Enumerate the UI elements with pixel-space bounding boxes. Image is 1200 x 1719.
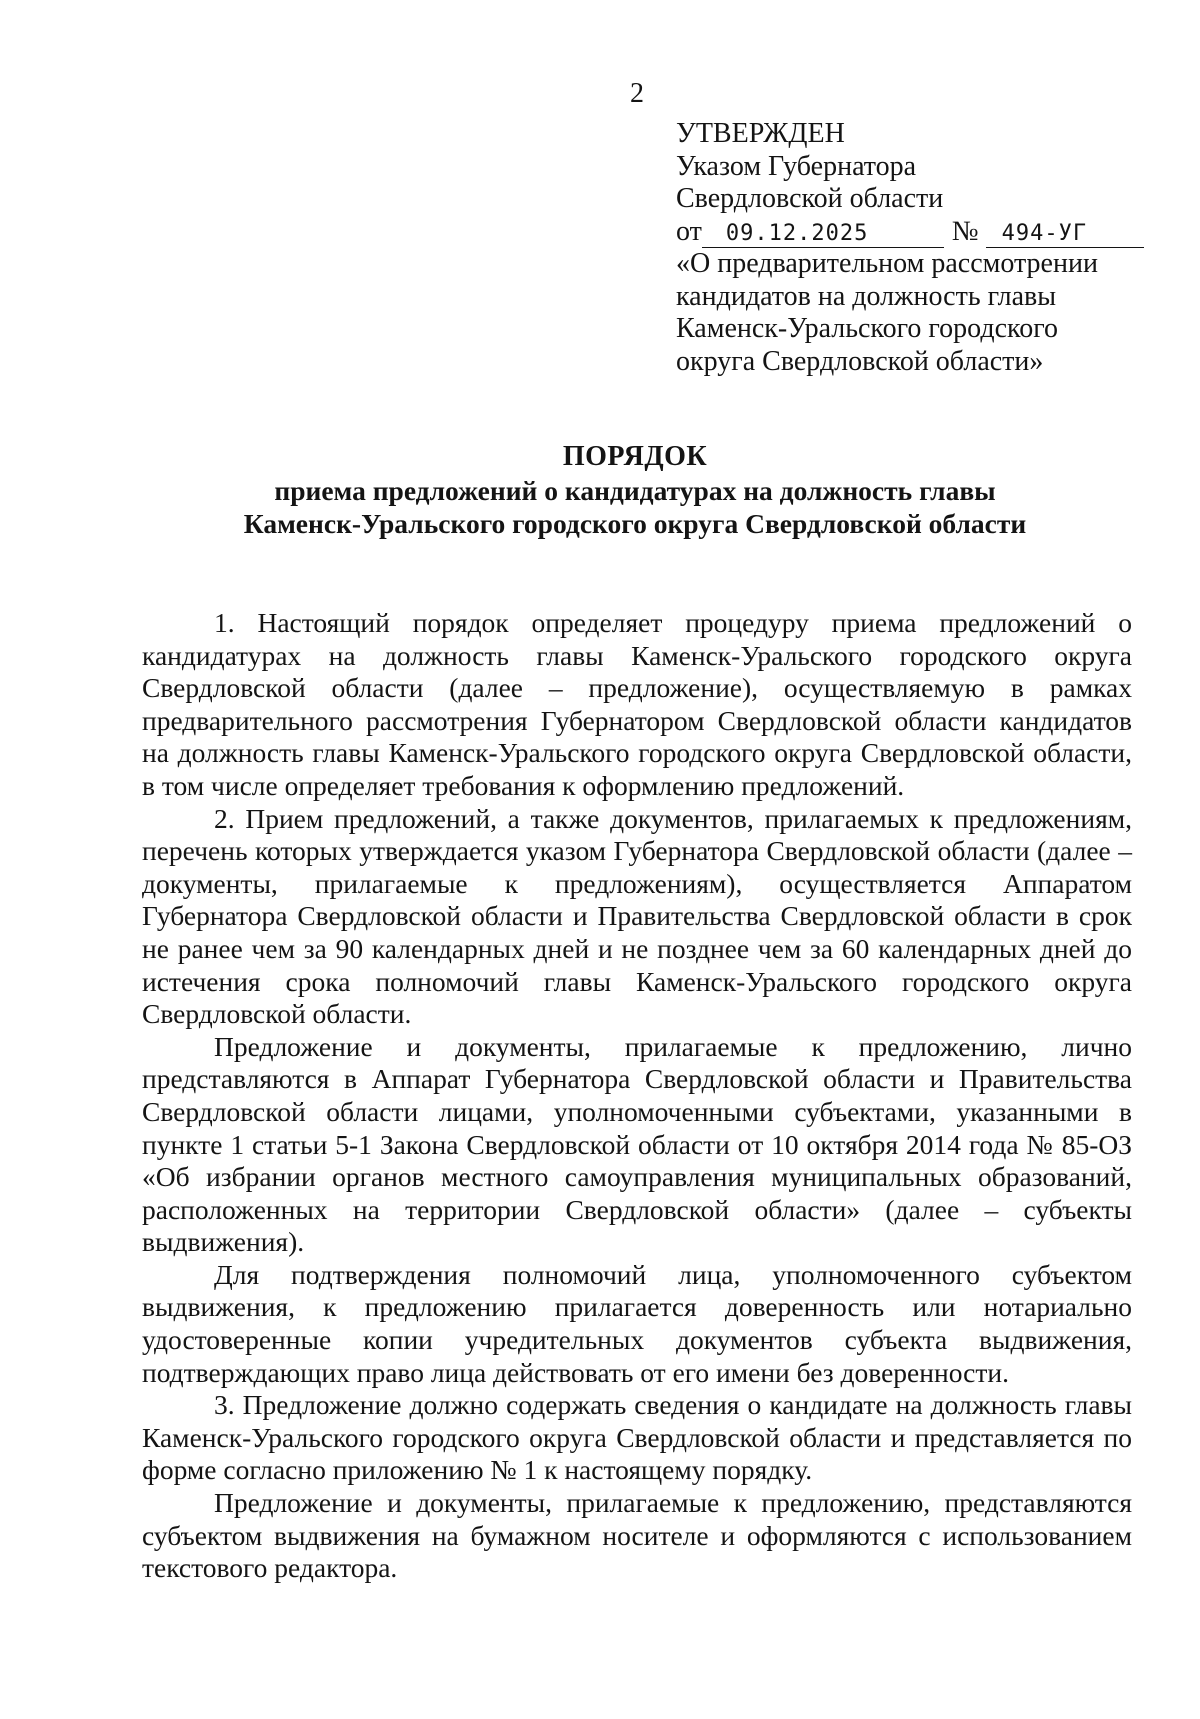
document-subtitle-line-2: Каменск-Уральского городского округа Свердловской области: [243, 508, 1027, 539]
document-subtitle-line-1: приема предложений о кандидатурах на должность главы: [274, 475, 996, 506]
decree-number: 494-УГ: [986, 221, 1144, 248]
approval-act-type: Указом Губернатора: [676, 150, 917, 182]
decree-title-line-2: кандидатов на должность главы: [676, 280, 1057, 312]
approval-status: УТВЕРЖДЕН: [676, 118, 845, 149]
document-title: ПОРЯДОК: [562, 441, 708, 472]
document-body: [142, 607, 1132, 1585]
paragraph-5: 3. Предложение должно содержать сведения о кандидате на должность главы Каменск-Уральского городского округа Свердловской области и представляется по форме согласно приложению № 1 к настоящему порядку.: [142, 1389, 1132, 1486]
paragraph-4: Для подтверждения полномочий лица, уполномоченного субъектом выдвижения, к предложению прилагается доверенность или нотариально удостоверенные копии учредительных документов субъекта выдвижения, подтверждающих право лица действовать от его имени без доверенности.: [142, 1258, 1132, 1388]
decree-date: 09.12.2025: [702, 221, 944, 248]
decree-title-line-1: «О предварительном рассмотрении: [676, 248, 1098, 279]
decree-title-line-4: округа Свердловской области»: [676, 345, 1044, 377]
paragraph-1: 1. Настоящий порядок определяет процедуру приема предложений о кандидатурах на должность главы Каменск-Уральского городского округа Свердловской области (далее – предложение), осуществляемую в рамках предварительного рассмотрения Губернатором Свердловской области кандидатов на должность главы Каменск-Уральского городского округа Свердловской области, в том числе определяет требования к оформлению предложений.: [142, 607, 1132, 801]
approval-date-number-row: [676, 216, 1146, 249]
paragraph-2: 2. Прием предложений, а также документов, прилагаемых к предложениям, перечень которых утверждается указом Губернатора Свердловской области (далее – документы, прилагаемые к предложениям), осуществляется Аппаратом Губернатора Свердловской области и Правительства Свердловской области в срок не ранее чем за 90 календарных дней и не позднее чем за 60 календарных дней до истечения срока полномочий главы Каменск-Уральского городского округа Свердловской области.: [142, 802, 1132, 1030]
approval-region: Свердловской области: [676, 183, 944, 214]
date-prefix: от: [676, 215, 702, 247]
document-heading: [140, 440, 1130, 540]
paragraph-6: Предложение и документы, прилагаемые к предложению, представляются субъектом выдвижения на бумажном носителе и оформляются с использованием текстового редактора.: [142, 1487, 1132, 1584]
approval-stamp-block: [676, 118, 1146, 378]
number-prefix: №: [951, 215, 979, 247]
decree-title-line-3: Каменск-Уральского городского: [676, 313, 1059, 344]
paragraph-3: Предложение и документы, прилагаемые к предложению, лично представляются в Аппарат Губернатора Свердловской области и Правительства Свердловской области лицами, уполномоченными субъектами, указанными в пункте 1 статьи 5-1 Закона Свердловской области от 10 октября 2014 года № 85-ОЗ «Об избрании органов местного самоуправления муниципальных образований, расположенных на территории Свердловской области» (далее – субъекты выдвижения).: [142, 1030, 1132, 1258]
page-number: 2: [630, 78, 644, 109]
